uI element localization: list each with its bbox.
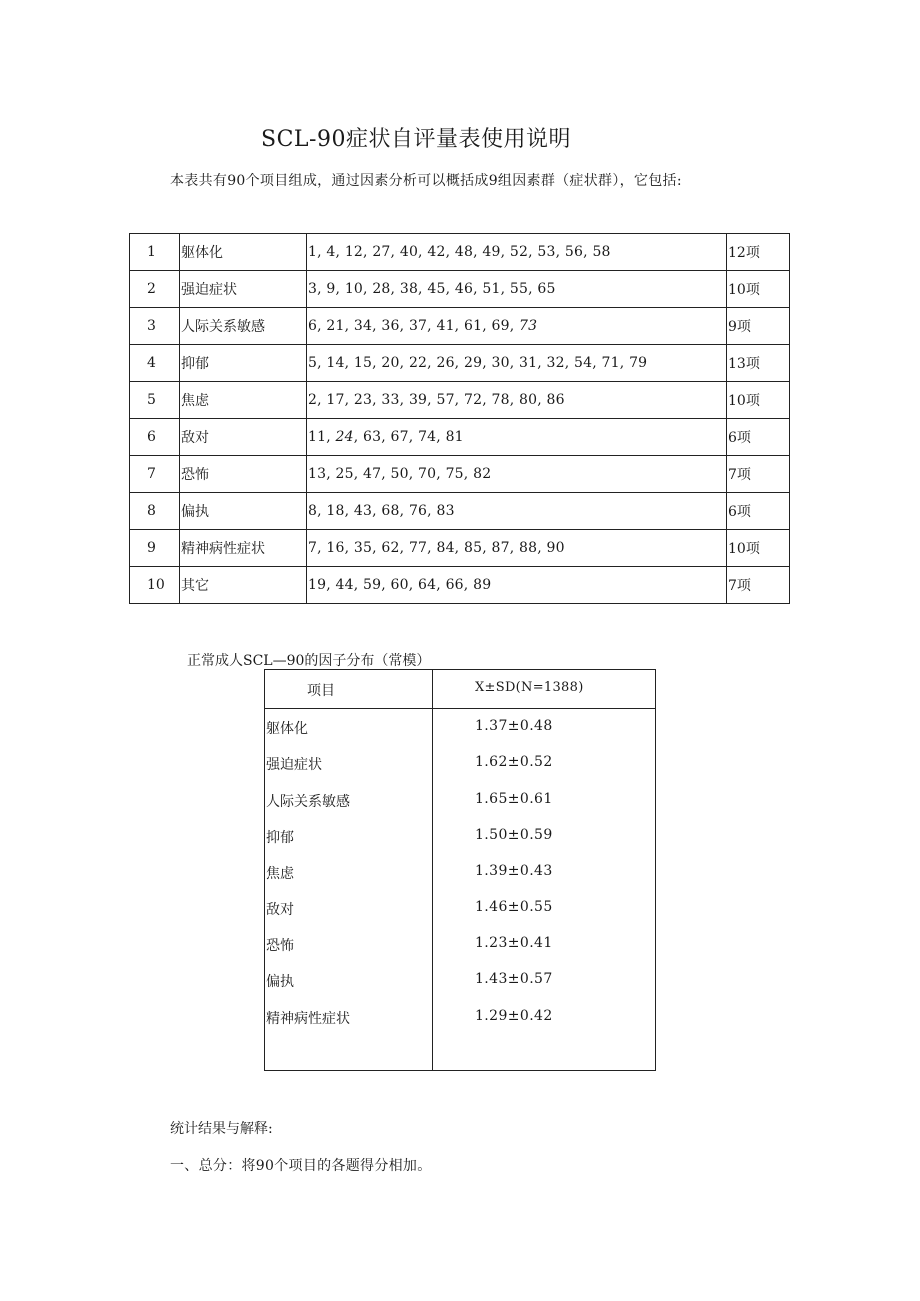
table-row — [265, 1008, 655, 1032]
factor-items: 13, 25, 47, 50, 70, 75, 82 — [307, 456, 727, 493]
factor-number: 6 — [130, 419, 180, 456]
factor-items: 7, 16, 35, 62, 77, 84, 85, 87, 88, 90 — [307, 530, 727, 567]
norm-factor-name: 焦虑 — [266, 866, 294, 882]
table-row — [130, 530, 790, 567]
norm-factor-value: 1.65±0.61 — [475, 791, 553, 807]
factor-count: 7项 — [727, 456, 790, 493]
norm-factor-name: 躯体化 — [266, 721, 308, 737]
norm-factor-value: 1.29±0.42 — [475, 1008, 553, 1024]
norm-table-caption: 正常成人SCL—90的因子分布（常模） — [187, 653, 431, 669]
table-row — [130, 308, 790, 345]
factor-count: 10项 — [727, 530, 790, 567]
norm-factor-name: 抑郁 — [266, 830, 294, 846]
table-row — [265, 971, 655, 995]
table-row — [130, 345, 790, 382]
table-row — [265, 935, 655, 959]
factor-items — [307, 308, 727, 345]
table-row — [130, 419, 790, 456]
factor-items: 8, 18, 43, 68, 76, 83 — [307, 493, 727, 530]
factor-count: 10项 — [727, 271, 790, 308]
factor-items: 3, 9, 10, 28, 38, 45, 46, 51, 55, 65 — [307, 271, 727, 308]
norm-factor-value: 1.50±0.59 — [475, 827, 553, 843]
factor-items-main: 6, 21, 34, 36, 37, 41, 61, 69, — [308, 318, 520, 334]
stats-heading: 统计结果与解释: — [170, 1121, 273, 1137]
factor-count: 12项 — [727, 234, 790, 271]
factor-name: 焦虑 — [180, 382, 307, 419]
table-row — [265, 791, 655, 815]
factor-name: 敌对 — [180, 419, 307, 456]
factor-name: 抑郁 — [180, 345, 307, 382]
norm-factor-value: 1.39±0.43 — [475, 863, 553, 879]
factor-name: 其它 — [180, 567, 307, 604]
norm-factor-name: 敌对 — [266, 902, 294, 918]
norm-factor-name: 精神病性症状 — [266, 1011, 350, 1027]
norm-table — [264, 669, 656, 1071]
norm-factor-value: 1.23±0.41 — [475, 935, 553, 951]
factor-name: 躯体化 — [180, 234, 307, 271]
document-title: SCL-90症状自评量表使用说明 — [261, 127, 571, 152]
norm-factor-name: 人际关系敏感 — [266, 794, 350, 810]
table-row — [265, 863, 655, 887]
factor-number: 4 — [130, 345, 180, 382]
intro-paragraph: 本表共有90个项目组成，通过因素分析可以概括成9组因素群（症状群），它包括: — [170, 173, 682, 189]
factor-items: 5, 14, 15, 20, 22, 26, 29, 30, 31, 32, 54, 71, 79 — [307, 345, 727, 382]
factor-number: 9 — [130, 530, 180, 567]
factor-number: 3 — [130, 308, 180, 345]
factor-number: 7 — [130, 456, 180, 493]
factor-number: 10 — [130, 567, 180, 604]
table-row — [265, 899, 655, 923]
factor-count: 13项 — [727, 345, 790, 382]
factor-number: 1 — [130, 234, 180, 271]
table-row — [265, 827, 655, 851]
table-row — [265, 754, 655, 778]
norm-factor-name: 恐怖 — [266, 938, 294, 954]
table-row — [130, 493, 790, 530]
table-row — [130, 567, 790, 604]
norm-factor-value: 1.37±0.48 — [475, 718, 553, 734]
factor-items-italic: 73 — [519, 318, 538, 334]
header-divider — [265, 708, 655, 709]
factor-table — [129, 233, 790, 604]
table-row — [130, 271, 790, 308]
norm-factor-value: 1.46±0.55 — [475, 899, 553, 915]
factor-count: 10项 — [727, 382, 790, 419]
factor-count: 6项 — [727, 419, 790, 456]
factor-items-italic: 24 — [335, 429, 354, 445]
norm-factor-value: 1.62±0.52 — [475, 754, 553, 770]
factor-name: 恐怖 — [180, 456, 307, 493]
factor-count: 9项 — [727, 308, 790, 345]
factor-number: 2 — [130, 271, 180, 308]
table-row — [130, 234, 790, 271]
factor-number: 5 — [130, 382, 180, 419]
factor-count: 7项 — [727, 567, 790, 604]
factor-items-head: 11, — [308, 429, 336, 445]
table-row — [265, 718, 655, 742]
factor-count: 6项 — [727, 493, 790, 530]
factor-name: 偏执 — [180, 493, 307, 530]
factor-number: 8 — [130, 493, 180, 530]
stats-paragraph: 一、总分：将90个项目的各题得分相加。 — [170, 1158, 432, 1174]
norm-factor-value: 1.43±0.57 — [475, 971, 553, 987]
factor-items — [307, 419, 727, 456]
factor-items-rest: , 63, 67, 74, 81 — [353, 429, 464, 445]
factor-items: 19, 44, 59, 60, 64, 66, 89 — [307, 567, 727, 604]
factor-items: 1, 4, 12, 27, 40, 42, 48, 49, 52, 53, 56, 58 — [307, 234, 727, 271]
norm-factor-name: 强迫症状 — [266, 757, 322, 773]
factor-name: 强迫症状 — [180, 271, 307, 308]
norm-header-name: 项目 — [307, 683, 335, 699]
table-row — [130, 382, 790, 419]
factor-name: 人际关系敏感 — [180, 308, 307, 345]
factor-name: 精神病性症状 — [180, 530, 307, 567]
table-row — [130, 456, 790, 493]
norm-factor-name: 偏执 — [266, 974, 294, 990]
factor-items: 2, 17, 23, 33, 39, 57, 72, 78, 80, 86 — [307, 382, 727, 419]
norm-header-value: X±SD(N=1388) — [475, 680, 584, 695]
